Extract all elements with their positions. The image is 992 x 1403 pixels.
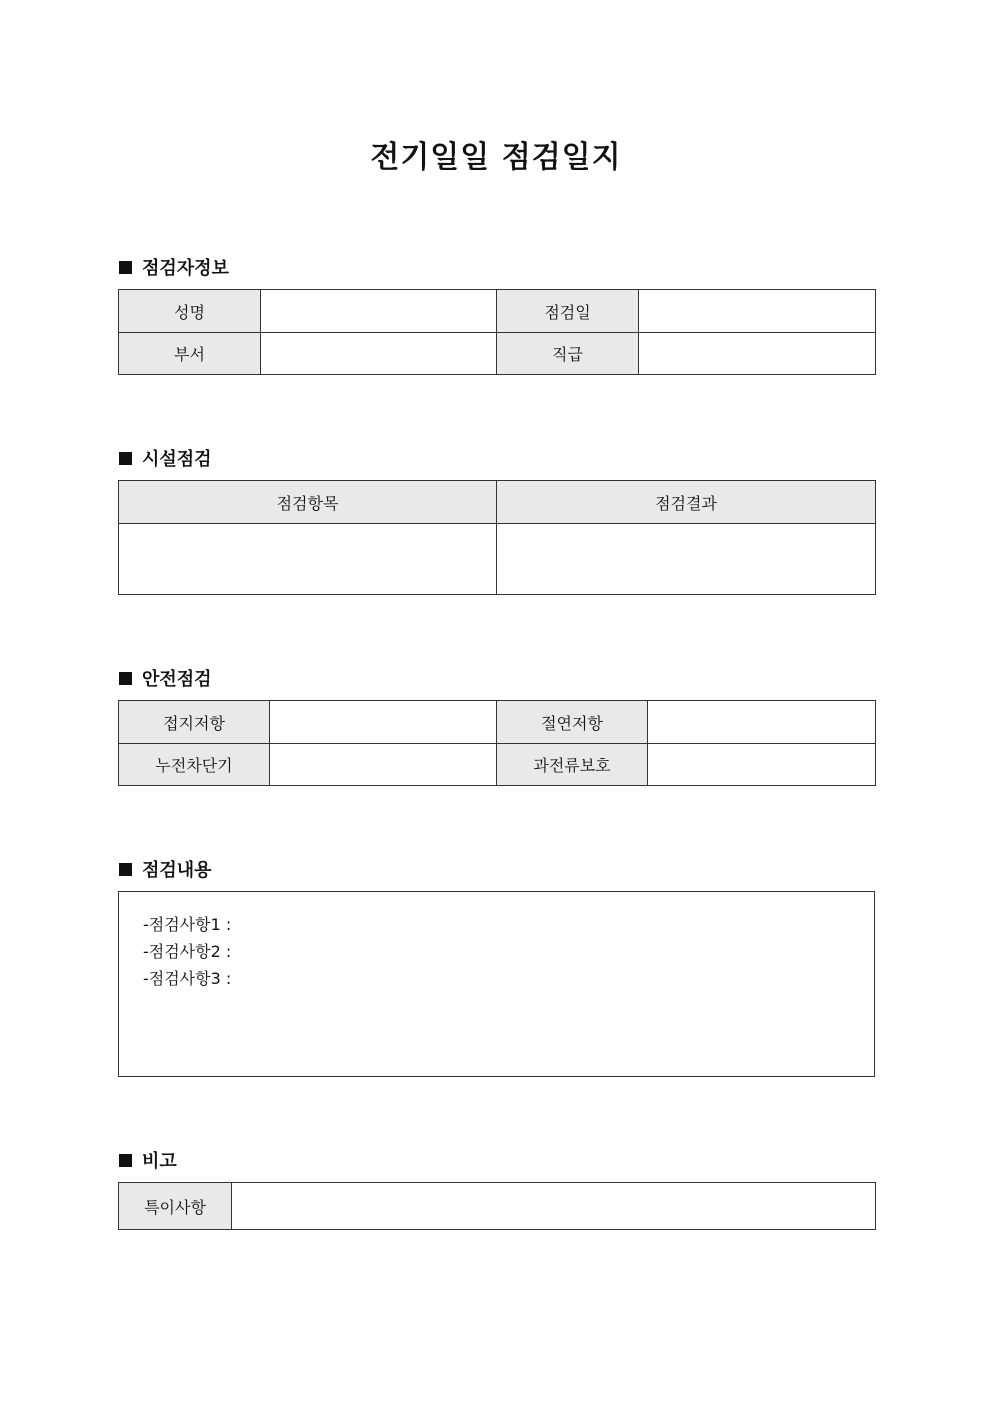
section-heading-facility [119,445,212,471]
section-heading-remarks [119,1147,177,1173]
ground-resistance-field[interactable] [270,701,497,744]
list-item: -점검사항1 : [143,915,232,934]
label-position: 직급 [497,333,639,375]
remarks-table [118,1182,876,1230]
facility-table [118,480,876,595]
column-header-inspection-result: 점검결과 [497,481,876,524]
insulation-resistance-field[interactable] [648,701,876,744]
label-leakage-breaker: 누전차단기 [119,744,270,786]
list-item: -점검사항3 : [143,969,232,988]
list-item: -점검사항2 : [143,942,232,961]
position-field[interactable] [639,333,876,375]
section-title: 비고 [142,1151,177,1172]
label-name: 성명 [119,290,261,333]
label-overcurrent-protection: 과전류보호 [497,744,648,786]
label-department: 부서 [119,333,261,375]
name-field[interactable] [261,290,497,333]
label-special-notes: 특이사항 [119,1183,232,1230]
label-inspection-date: 점검일 [497,290,639,333]
square-bullet-icon [119,672,132,685]
page-title: 전기일일 점검일지 [370,140,622,175]
section-heading-inspector [119,254,229,280]
overcurrent-protection-field[interactable] [648,744,876,786]
section-title: 점검내용 [142,860,212,881]
inspector-table [118,289,876,375]
leakage-breaker-field[interactable] [270,744,497,786]
section-title: 시설점검 [142,449,212,470]
label-ground-resistance: 접지저항 [119,701,270,744]
square-bullet-icon [119,863,132,876]
square-bullet-icon [119,261,132,274]
section-title: 점검자정보 [142,258,229,279]
content-lines [143,911,231,992]
special-notes-field[interactable] [232,1183,876,1230]
square-bullet-icon [119,1154,132,1167]
table-row [119,744,876,786]
section-heading-content [119,856,212,882]
table-row [119,1183,876,1230]
square-bullet-icon [119,452,132,465]
inspection-item-cell[interactable] [119,524,497,595]
label-insulation-resistance: 절연저항 [497,701,648,744]
section-title: 안전점검 [142,669,212,690]
inspection-result-cell[interactable] [497,524,876,595]
column-header-inspection-item: 점검항목 [119,481,497,524]
section-heading-safety [119,665,212,691]
table-row [119,524,876,595]
table-row [119,701,876,744]
table-row [119,290,876,333]
table-header-row [119,481,876,524]
inspection-content-textarea[interactable] [118,891,875,1077]
department-field[interactable] [261,333,497,375]
inspection-date-field[interactable] [639,290,876,333]
safety-table [118,700,876,786]
table-row [119,333,876,375]
